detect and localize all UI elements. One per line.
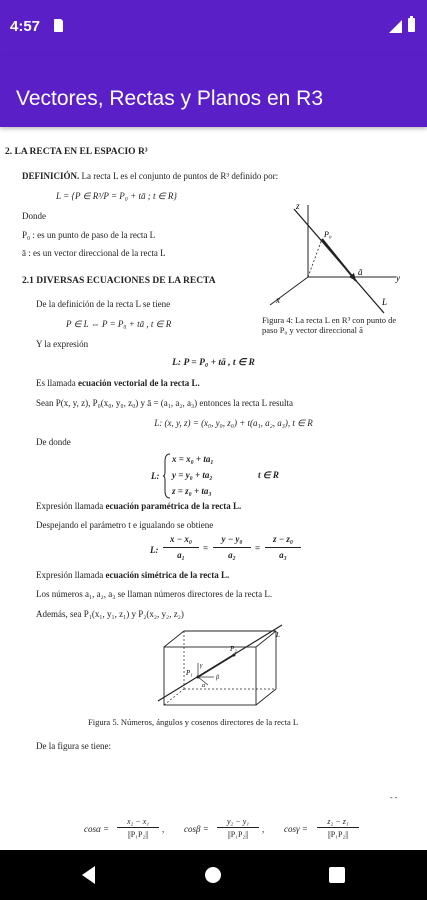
caption-prefix: Es llamada [36, 378, 78, 388]
fraction-bar [117, 827, 159, 828]
fraction-bar [317, 827, 359, 828]
label-p0: P₀ [324, 230, 332, 239]
vector-equation: L: P = P₀ + tā , t ∈ R [172, 358, 255, 368]
definition-line [22, 171, 278, 182]
coordinate-equation: L: (x, y, z) = (x₀, y₀, z₀) + t(a₁, a₂, a₃), t ∈ R [154, 418, 313, 428]
p0-position-vector [308, 239, 322, 277]
label-l: L [382, 297, 388, 307]
cube-hidden-edges [164, 631, 276, 705]
a-description: ā : es un vector direccional de la recta L [22, 248, 166, 258]
signal-icon [389, 20, 402, 33]
symmetric-den-3: a₃ [279, 550, 287, 560]
symmetric-num-1: x − x₀ [169, 534, 193, 544]
label-p1: P₁ [186, 669, 193, 677]
caption-prefix: Expresión llamada [36, 570, 106, 580]
fraction-bar [265, 547, 301, 548]
document-page[interactable] [0, 127, 427, 850]
fraction-bar [213, 547, 251, 548]
cos-beta-den: ||P₁P₂|| [227, 830, 249, 839]
cos-beta-num: y₂ − y₁ [226, 817, 250, 826]
comma: , [162, 824, 165, 834]
sim-card-icon [54, 19, 63, 32]
definition-label: DEFINICIÓN. [22, 171, 80, 181]
implication-formula: P ∈ L ⇔ P = P₀ + tā , t ∈ R [66, 319, 172, 329]
parametric-label: L: [151, 471, 160, 481]
cos-alpha-num: x₂ − x₁ [126, 817, 150, 826]
caption-bold: ecuación simétrica de la recta L. [105, 570, 230, 580]
figure-5-diagram [150, 623, 290, 713]
label-l: L [276, 631, 280, 639]
label-x: x [276, 295, 280, 305]
symmetric-caption [36, 570, 229, 581]
navigation-bar [0, 850, 427, 900]
de-donde-label: De donde [36, 437, 71, 447]
symmetric-den-2: a₂ [228, 550, 236, 560]
vector-equation-caption [36, 378, 200, 389]
caption-prefix: Expresión llamada [36, 501, 106, 511]
figure-4-caption: Figura 4: La recta L en R³ con punto de paso P₀ y vector direccional ā [262, 315, 397, 335]
status-time: 4:57 [10, 18, 41, 35]
symmetric-label: L: [150, 545, 159, 555]
cos-gamma-den: ||P₁P₂|| [327, 830, 349, 839]
parametric-x: x = x₀ + ta₁ [172, 454, 214, 464]
label-alpha: α [202, 683, 206, 689]
label-z: z [296, 201, 300, 211]
definition-text: La recta L es el conjunto de puntos de R³ definido por: [81, 171, 279, 181]
cos-alpha-den: ||P₁P₂|| [127, 830, 149, 839]
point-p1 [197, 676, 200, 679]
p0-description: P₀ : es un punto de paso de la recta L [22, 230, 156, 240]
back-icon[interactable] [82, 866, 95, 884]
symmetric-den-1: a₁ [177, 550, 185, 560]
corner-mark: - - [390, 793, 398, 802]
caption-bold: ecuación paramétrica de la recta L. [105, 501, 242, 511]
parametric-t-domain: t ∈ R [258, 470, 279, 480]
donde-label: Donde [22, 211, 46, 221]
definition-recall: De la definición de la recta L se tiene [36, 299, 171, 309]
fraction-bar [217, 827, 259, 828]
label-beta: β [216, 675, 219, 681]
expression-intro: Y la expresión [36, 339, 89, 349]
cos-alpha-label: cosα = [84, 824, 110, 834]
direction-vector-a [322, 239, 356, 281]
cos-beta-label: cosβ = [184, 824, 209, 834]
figure-5-caption: Figura 5. Números, ángulos y cosenos directores de la recta L [88, 717, 299, 727]
comma: , [262, 824, 265, 834]
cos-gamma-label: cosγ = [284, 824, 308, 834]
caption-bold: ecuación vectorial de la recta L. [78, 378, 200, 388]
symmetric-num-3: z − z₀ [272, 534, 294, 544]
numeros-directores-line: Los números a₁, a₂, a₃ se llaman números directores de la recta L. [36, 589, 273, 599]
parametric-caption [36, 501, 241, 512]
parametric-brace [163, 453, 171, 499]
recents-icon[interactable] [329, 867, 345, 883]
parametric-y: y = y₀ + ta₂ [172, 470, 213, 480]
app-bar [0, 55, 427, 127]
equals-sign: = [203, 543, 209, 553]
despejando-line: Despejando el parámetro t e igualando se obtiene [36, 520, 214, 530]
fraction-bar [163, 547, 199, 548]
section-heading: 2. LA RECTA EN EL ESPACIO R³ [5, 147, 148, 157]
label-y: y [396, 273, 400, 283]
symmetric-num-2: y − y₀ [221, 534, 243, 544]
label-gamma: γ [200, 663, 203, 669]
ademas-line: Además, sea P₁(x₁, y₁, z₁) y P₂(x₂, y₂, z₂) [36, 609, 184, 619]
label-a: ā [358, 267, 363, 277]
cos-gamma-num: z₂ − z₁ [327, 817, 349, 826]
figura-line: De la figura se tiene: [36, 741, 111, 751]
segment-p1-p2 [198, 655, 234, 677]
label-p2: P₂ [230, 645, 237, 653]
battery-icon [408, 18, 415, 32]
status-bar [0, 0, 427, 55]
subsection-heading: 2.1 DIVERSAS ECUACIONES DE LA RECTA [22, 276, 216, 286]
sean-line: Sean P(x, y, z), P₀(x₀, y₀, z₀) y ā = (a₁, a₂, a₃) entonces la recta L resulta [36, 398, 294, 408]
definition-formula: L = {P ∈ R³/P = P₀ + tā ; t ∈ R} [56, 191, 177, 201]
home-icon[interactable] [205, 867, 221, 883]
cube-front-face [164, 647, 256, 705]
point-p2 [233, 654, 236, 657]
parametric-z: z = z₀ + ta₃ [172, 486, 212, 496]
cube-back-edges [164, 631, 276, 705]
equals-sign: = [255, 543, 261, 553]
figure-4-diagram [256, 195, 406, 315]
app-title: Vectores, Rectas y Planos en R3 [16, 87, 323, 110]
